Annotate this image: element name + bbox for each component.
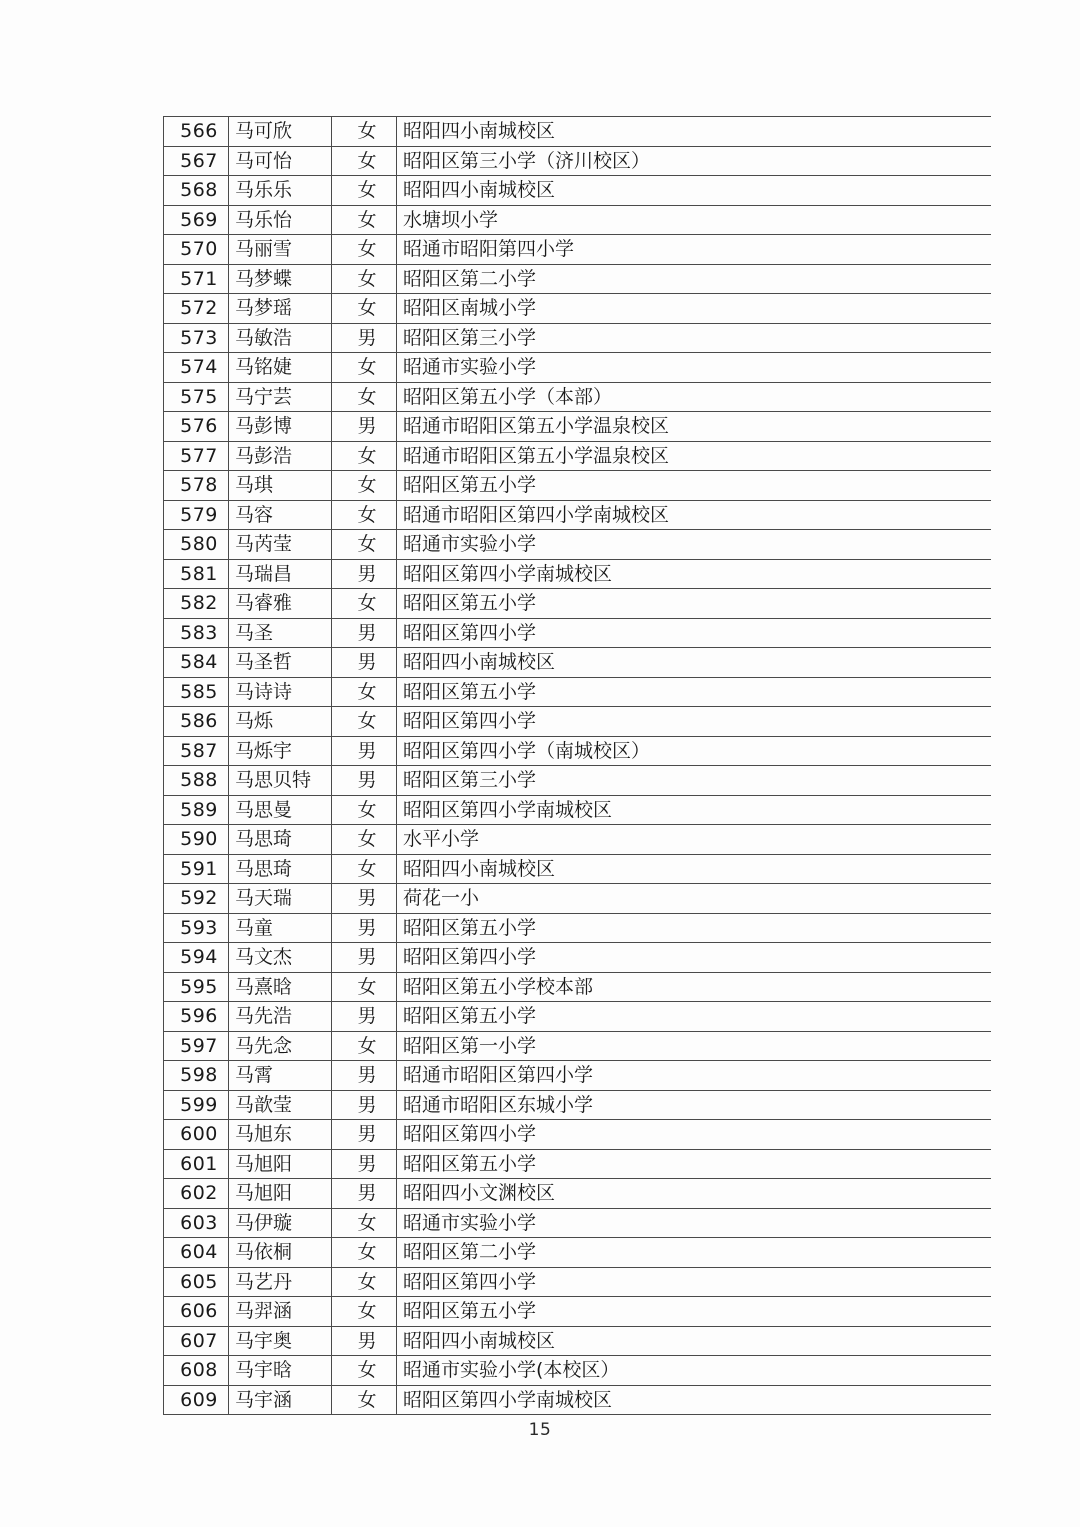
cell-index: 604 [164,1238,229,1268]
table-row [164,736,992,766]
cell-school: 昭阳区南城小学 [397,294,992,324]
cell-name: 马宇奥 [229,1326,332,1356]
cell-sex: 男 [332,913,397,943]
cell-name: 马乐乐 [229,176,332,206]
cell-sex: 女 [332,500,397,530]
cell-school: 昭阳四小文渊校区 [397,1179,992,1209]
table-row [164,1208,992,1238]
cell-sex: 男 [332,736,397,766]
cell-index: 590 [164,825,229,855]
table-row [164,913,992,943]
table-row [164,854,992,884]
cell-school: 昭阳区第五小学 [397,1002,992,1032]
cell-name: 马艺丹 [229,1267,332,1297]
cell-name: 马可欣 [229,117,332,147]
cell-name: 马先浩 [229,1002,332,1032]
table-row [164,884,992,914]
cell-school: 昭通市实验小学 [397,1208,992,1238]
cell-index: 609 [164,1385,229,1415]
cell-index: 608 [164,1356,229,1386]
cell-index: 573 [164,323,229,353]
cell-name: 马旭阳 [229,1179,332,1209]
cell-sex: 男 [332,618,397,648]
cell-school: 昭通市昭阳第四小学 [397,235,992,265]
table-row [164,1031,992,1061]
table-row [164,382,992,412]
table-row [164,1326,992,1356]
cell-school: 昭通市实验小学 [397,353,992,383]
cell-name: 马思曼 [229,795,332,825]
cell-index: 596 [164,1002,229,1032]
cell-school: 昭阳区第三小学（济川校区） [397,146,992,176]
cell-school: 水平小学 [397,825,992,855]
cell-name: 马熹晗 [229,972,332,1002]
cell-index: 591 [164,854,229,884]
cell-index: 566 [164,117,229,147]
table-row [164,323,992,353]
table-row [164,795,992,825]
cell-sex: 女 [332,677,397,707]
cell-name: 马先念 [229,1031,332,1061]
cell-name: 马天瑞 [229,884,332,914]
cell-sex: 女 [332,1238,397,1268]
cell-name: 马羿涵 [229,1297,332,1327]
cell-index: 572 [164,294,229,324]
cell-school: 昭阳区第五小学校本部 [397,972,992,1002]
table-row [164,412,992,442]
cell-index: 606 [164,1297,229,1327]
cell-index: 589 [164,795,229,825]
cell-school: 昭通市昭阳区第四小学南城校区 [397,500,992,530]
cell-school: 昭阳区第二小学 [397,264,992,294]
cell-sex: 女 [332,353,397,383]
cell-name: 马瑞昌 [229,559,332,589]
cell-name: 马思贝特 [229,766,332,796]
cell-school: 昭阳区第四小学 [397,707,992,737]
cell-name: 马思琦 [229,825,332,855]
cell-name: 马铭婕 [229,353,332,383]
cell-index: 586 [164,707,229,737]
cell-name: 马圣哲 [229,648,332,678]
table-row [164,559,992,589]
cell-index: 580 [164,530,229,560]
cell-sex: 女 [332,294,397,324]
cell-school: 昭通市实验小学(本校区） [397,1356,992,1386]
cell-school: 昭阳四小南城校区 [397,176,992,206]
table-row [164,294,992,324]
cell-school: 昭阳区第一小学 [397,1031,992,1061]
cell-sex: 女 [332,176,397,206]
table-row [164,1356,992,1386]
cell-sex: 女 [332,1208,397,1238]
cell-index: 588 [164,766,229,796]
cell-index: 581 [164,559,229,589]
cell-sex: 女 [332,264,397,294]
cell-sex: 男 [332,1090,397,1120]
table-row [164,1149,992,1179]
table-row [164,205,992,235]
cell-sex: 男 [332,884,397,914]
cell-sex: 女 [332,1267,397,1297]
table-row [164,1002,992,1032]
table-row [164,1090,992,1120]
cell-sex: 女 [332,707,397,737]
table-row [164,1061,992,1091]
cell-index: 584 [164,648,229,678]
cell-school: 昭通市昭阳区东城小学 [397,1090,992,1120]
cell-school: 昭阳区第四小学 [397,1267,992,1297]
cell-sex: 女 [332,972,397,1002]
cell-school: 昭阳区第五小学 [397,677,992,707]
cell-sex: 女 [332,795,397,825]
cell-sex: 女 [332,1385,397,1415]
cell-index: 601 [164,1149,229,1179]
cell-school: 昭阳四小南城校区 [397,648,992,678]
cell-index: 578 [164,471,229,501]
table-row [164,648,992,678]
table-row [164,1179,992,1209]
table-row [164,176,992,206]
cell-index: 585 [164,677,229,707]
cell-sex: 女 [332,854,397,884]
cell-index: 582 [164,589,229,619]
cell-name: 马梦蝶 [229,264,332,294]
cell-name: 马琪 [229,471,332,501]
cell-name: 马梦瑶 [229,294,332,324]
cell-index: 597 [164,1031,229,1061]
cell-school: 昭阳区第五小学 [397,1297,992,1327]
table-row [164,972,992,1002]
cell-sex: 女 [332,235,397,265]
cell-school: 昭阳区第四小学 [397,1120,992,1150]
cell-school: 荷花一小 [397,884,992,914]
cell-name: 马可怡 [229,146,332,176]
cell-sex: 男 [332,1149,397,1179]
cell-name: 马丽雪 [229,235,332,265]
table-row [164,264,992,294]
cell-school: 昭阳区第三小学 [397,323,992,353]
cell-sex: 男 [332,766,397,796]
cell-name: 马伊璇 [229,1208,332,1238]
cell-index: 592 [164,884,229,914]
cell-school: 昭阳区第四小学 [397,943,992,973]
cell-index: 567 [164,146,229,176]
cell-index: 576 [164,412,229,442]
cell-sex: 女 [332,382,397,412]
cell-name: 马敏浩 [229,323,332,353]
table-row [164,1120,992,1150]
cell-sex: 男 [332,323,397,353]
cell-name: 马烁宇 [229,736,332,766]
cell-school: 昭阳四小南城校区 [397,117,992,147]
cell-name: 马文杰 [229,943,332,973]
cell-school: 昭阳区第四小学南城校区 [397,1385,992,1415]
cell-index: 574 [164,353,229,383]
table-row [164,707,992,737]
cell-school: 昭通市昭阳区第五小学温泉校区 [397,412,992,442]
table-row [164,146,992,176]
cell-sex: 女 [332,1356,397,1386]
table-row [164,825,992,855]
cell-index: 595 [164,972,229,1002]
table-row [164,441,992,471]
cell-sex: 男 [332,1061,397,1091]
cell-name: 马旭阳 [229,1149,332,1179]
table-row [164,1385,992,1415]
table-row [164,471,992,501]
cell-sex: 女 [332,1297,397,1327]
cell-name: 马宇晗 [229,1356,332,1386]
table-row [164,589,992,619]
table-row [164,677,992,707]
cell-index: 568 [164,176,229,206]
cell-index: 605 [164,1267,229,1297]
cell-school: 昭通市昭阳区第四小学 [397,1061,992,1091]
cell-school: 昭阳区第二小学 [397,1238,992,1268]
cell-sex: 女 [332,1031,397,1061]
cell-sex: 男 [332,559,397,589]
cell-school: 昭阳区第五小学 [397,1149,992,1179]
page-number: 15 [528,1420,552,1440]
cell-index: 602 [164,1179,229,1209]
table-row [164,530,992,560]
cell-sex: 男 [332,1179,397,1209]
cell-index: 583 [164,618,229,648]
cell-name: 马宇涵 [229,1385,332,1415]
table-row [164,500,992,530]
cell-sex: 男 [332,943,397,973]
cell-index: 575 [164,382,229,412]
cell-name: 马烁 [229,707,332,737]
cell-school: 昭阳区第五小学（本部） [397,382,992,412]
cell-name: 马容 [229,500,332,530]
cell-sex: 女 [332,205,397,235]
cell-sex: 女 [332,117,397,147]
cell-index: 599 [164,1090,229,1120]
cell-name: 马芮莹 [229,530,332,560]
cell-index: 598 [164,1061,229,1091]
cell-name: 马彭博 [229,412,332,442]
cell-name: 马思琦 [229,854,332,884]
cell-sex: 男 [332,1120,397,1150]
cell-name: 马睿雅 [229,589,332,619]
table-row [164,235,992,265]
table-row [164,353,992,383]
cell-sex: 女 [332,441,397,471]
table-row [164,1297,992,1327]
cell-school: 昭阳区第四小学南城校区 [397,795,992,825]
cell-school: 昭阳四小南城校区 [397,854,992,884]
cell-index: 587 [164,736,229,766]
roster-table-body [164,117,992,1415]
roster-table-container [163,116,963,1415]
cell-school: 昭阳区第四小学（南城校区） [397,736,992,766]
cell-sex: 女 [332,825,397,855]
cell-name: 马旭东 [229,1120,332,1150]
cell-school: 昭通市实验小学 [397,530,992,560]
cell-index: 593 [164,913,229,943]
cell-index: 594 [164,943,229,973]
cell-sex: 男 [332,648,397,678]
cell-school: 昭阳区第三小学 [397,766,992,796]
cell-name: 马圣 [229,618,332,648]
cell-school: 昭阳区第五小学 [397,589,992,619]
cell-index: 571 [164,264,229,294]
cell-name: 马霄 [229,1061,332,1091]
cell-sex: 女 [332,589,397,619]
cell-school: 昭阳区第四小学 [397,618,992,648]
cell-sex: 男 [332,1002,397,1032]
cell-sex: 男 [332,412,397,442]
cell-school: 昭阳区第四小学南城校区 [397,559,992,589]
cell-name: 马彭浩 [229,441,332,471]
cell-sex: 女 [332,146,397,176]
cell-name: 马童 [229,913,332,943]
cell-name: 马诗诗 [229,677,332,707]
roster-table [163,116,991,1415]
table-row [164,618,992,648]
table-row [164,1238,992,1268]
cell-index: 603 [164,1208,229,1238]
table-row [164,1267,992,1297]
cell-index: 570 [164,235,229,265]
cell-sex: 女 [332,530,397,560]
table-row [164,766,992,796]
cell-index: 569 [164,205,229,235]
cell-index: 607 [164,1326,229,1356]
cell-index: 600 [164,1120,229,1150]
cell-school: 昭阳区第五小学 [397,471,992,501]
cell-name: 马乐怡 [229,205,332,235]
cell-sex: 女 [332,471,397,501]
cell-name: 马歆莹 [229,1090,332,1120]
cell-index: 579 [164,500,229,530]
table-row [164,117,992,147]
cell-school: 昭通市昭阳区第五小学温泉校区 [397,441,992,471]
cell-name: 马依桐 [229,1238,332,1268]
table-row [164,943,992,973]
cell-name: 马宁芸 [229,382,332,412]
cell-school: 昭阳区第五小学 [397,913,992,943]
cell-school: 昭阳四小南城校区 [397,1326,992,1356]
cell-index: 577 [164,441,229,471]
cell-sex: 男 [332,1326,397,1356]
cell-school: 水塘坝小学 [397,205,992,235]
